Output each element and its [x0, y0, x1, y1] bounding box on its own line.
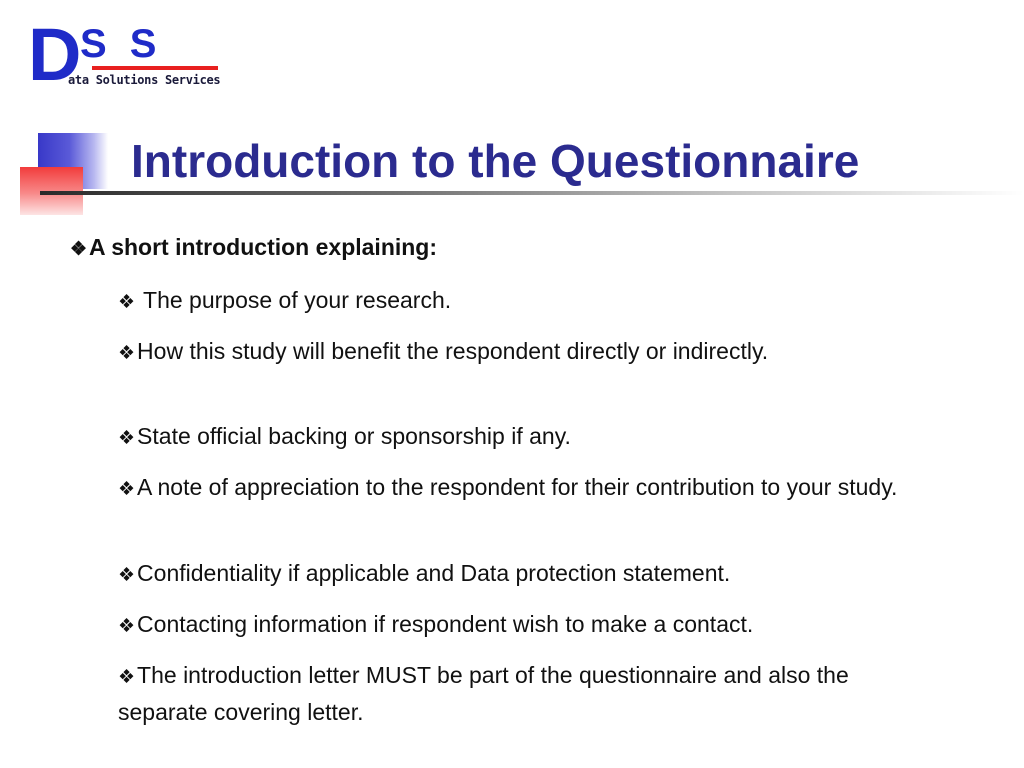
- diamond-bullet-icon: ❖: [70, 239, 88, 260]
- bullet-heading: [70, 232, 970, 265]
- bullet-item-text: State official backing or sponsorship if any.: [137, 423, 571, 449]
- bullet-item-confidentiality: [118, 556, 928, 593]
- dss-logo: [28, 13, 221, 96]
- diamond-bullet-icon: ❖: [118, 479, 136, 500]
- bullet-item-appreciation: [118, 470, 928, 507]
- bullet-item-text: How this study will benefit the respondent directly or indirectly.: [137, 338, 769, 364]
- bullet-item-text: Confidentiality if applicable and Data protection statement.: [137, 560, 731, 586]
- logo-red-line: [92, 66, 218, 70]
- bullet-item-purpose: [118, 283, 928, 320]
- diamond-bullet-icon: ❖: [118, 292, 136, 313]
- bullet-heading-text: A short introduction explaining:: [89, 234, 438, 260]
- bullet-item-benefit: [118, 334, 928, 371]
- logo-letters-ss: S S: [80, 22, 163, 66]
- diamond-bullet-icon: ❖: [118, 428, 136, 449]
- bullet-item-text: A note of appreciation to the respondent for their contribution to your study.: [137, 474, 898, 500]
- diamond-bullet-icon: ❖: [118, 667, 136, 688]
- bullet-item-text: The purpose of your research.: [137, 287, 452, 313]
- slide-title: Introduction to the Questionnaire: [131, 135, 860, 187]
- bullet-item-backing: [118, 419, 928, 456]
- title-underline-rule: [40, 191, 1024, 195]
- diamond-bullet-icon: ❖: [118, 343, 136, 364]
- bullet-item-contact: [118, 607, 928, 644]
- bullet-item-text: The introduction letter MUST be part of the questionnaire and also the separate covering letter.: [118, 662, 849, 725]
- diamond-bullet-icon: ❖: [118, 565, 136, 586]
- logo-tagline: ata Solutions Services: [68, 73, 221, 87]
- diamond-bullet-icon: ❖: [118, 616, 136, 637]
- logo-letter-d: D: [28, 13, 82, 96]
- bullet-item-text: Contacting information if respondent wish to make a contact.: [137, 611, 754, 637]
- bullet-item-introduction-letter: [118, 658, 928, 729]
